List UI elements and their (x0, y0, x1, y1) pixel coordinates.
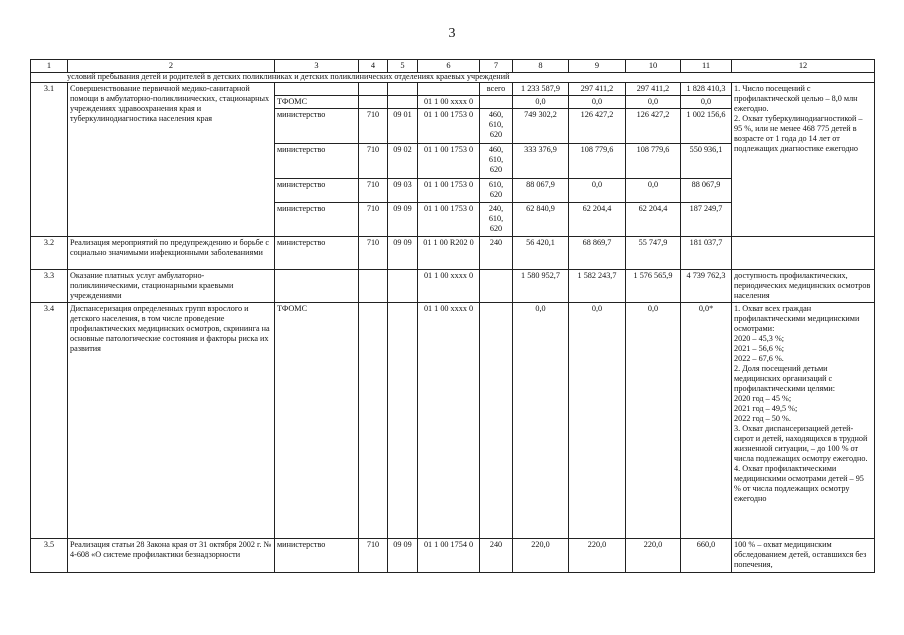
grbs-cell: 710 (359, 237, 388, 270)
rzpr-cell: 09 02 (388, 144, 418, 179)
value-2022: 297 411,2 (626, 83, 681, 96)
value-2020: 1 233 587,9 (513, 83, 569, 96)
value-2022: 62 204,4 (626, 203, 681, 237)
row-number: 3.3 (31, 270, 68, 303)
header-cell: 12 (732, 60, 875, 73)
value-2021: 126 427,2 (569, 109, 626, 144)
value-2020: 749 302,2 (513, 109, 569, 144)
rzpr-cell (388, 96, 418, 109)
value-2021: 0,0 (569, 179, 626, 203)
table-row (31, 83, 875, 96)
executor-cell: министерство (275, 203, 359, 237)
measure-name: Реализация мероприятий по предупреждению и борьбе с социально значимыми инфекционными заболеваниями (68, 237, 275, 270)
value-2020: 333 376,9 (513, 144, 569, 179)
csr-cell: 01 1 00 R202 0 (418, 237, 480, 270)
measure-name: Оказание платных услуг амбулаторно-поликлиническими, стационарными краевыми учреждениями (68, 270, 275, 303)
csr-cell: 01 1 00 1753 0 (418, 179, 480, 203)
measure-name: Диспансеризация определенных групп взрослого и детского населения, в том числе проведение профилактических медицинских осмотров, скрининга на основные патологические состояния и факторы риска их развития (68, 303, 275, 539)
value-2022: 55 747,9 (626, 237, 681, 270)
indicator-cell: 1. Охват всех граждан профилактическими медицинскими осмотрами: 2020 – 45,3 %; 2021 – 56,6 %; 2022 – 67,6 %. 2. Доля посещений детьми медицинских организаций с профилактическими целями: 2020 год – 45 %; 2021 год – 49,5 %; 2022 год – 50 %. 3. Охват диспансеризацией детей-сирот и детей, находящихся в трудной жизненной ситуации, – до 100 % от числа подлежащих осмотру ежегодно. 4. Охват профилактическими медицинскими осмотрами детей – 95 % от числа подлежащих осмотру ежегодно (732, 303, 875, 539)
value-2022: 126 427,2 (626, 109, 681, 144)
executor-cell: ТФОМС (275, 303, 359, 539)
value-2021: 62 204,4 (569, 203, 626, 237)
value-total: 0,0* (681, 303, 732, 539)
header-cell: 4 (359, 60, 388, 73)
value-total: 0,0 (681, 96, 732, 109)
section-title: условий пребывания детей и родителей в детских поликлиниках и детских поликлинических отделениях краевых учреждений (31, 73, 875, 83)
csr-cell: 01 1 00 xxxx 0 (418, 303, 480, 539)
section-row (31, 73, 875, 83)
measure-name: Совершенствование первичной медико-санитарной помощи в амбулаторно-поликлинических, стационарных учреждениях здравоохранения края и туберкулинодиагностика населения края (68, 83, 275, 237)
value-2022: 1 576 565,9 (626, 270, 681, 303)
grbs-cell: 710 (359, 539, 388, 573)
header-cell: 11 (681, 60, 732, 73)
executor-cell: министерство (275, 144, 359, 179)
vr-cell: всего (480, 83, 513, 96)
value-2022: 0,0 (626, 303, 681, 539)
csr-cell: 01 1 00 xxxx 0 (418, 270, 480, 303)
value-2020: 56 420,1 (513, 237, 569, 270)
vr-cell: 240 (480, 237, 513, 270)
header-cell: 7 (480, 60, 513, 73)
table-row (31, 237, 875, 270)
row-number: 3.4 (31, 303, 68, 539)
value-2021: 0,0 (569, 303, 626, 539)
grbs-cell (359, 83, 388, 96)
executor-cell: министерство (275, 179, 359, 203)
csr-cell (418, 83, 480, 96)
value-2020: 0,0 (513, 96, 569, 109)
row-number: 3.5 (31, 539, 68, 573)
header-cell: 5 (388, 60, 418, 73)
value-total: 660,0 (681, 539, 732, 573)
grbs-cell (359, 303, 388, 539)
rzpr-cell: 09 03 (388, 179, 418, 203)
value-total: 1 002 156,6 (681, 109, 732, 144)
table-row (31, 303, 875, 539)
value-2022: 220,0 (626, 539, 681, 573)
page-number: 3 (448, 26, 456, 41)
grbs-cell: 710 (359, 109, 388, 144)
grbs-cell: 710 (359, 203, 388, 237)
indicator-cell (732, 237, 875, 270)
csr-cell: 01 1 00 1753 0 (418, 203, 480, 237)
header-cell: 1 (31, 60, 68, 73)
value-2021: 108 779,6 (569, 144, 626, 179)
csr-cell: 01 1 00 xxxx 0 (418, 96, 480, 109)
indicator-cell: 100 % – охват медицинским обследованием детей, оставшихся без попечения, (732, 539, 875, 573)
header-cell: 2 (68, 60, 275, 73)
indicator-cell: 1. Число посещений с профилактической целью – 8,0 млн ежегодно. 2. Охват туберкулинодиагностикой – 95 %, или не менее 468 775 детей в возрасте от 1 года до 14 лет от подлежащих диагностике ежегодно (732, 83, 875, 237)
row-number: 3.1 (31, 83, 68, 237)
table-row (31, 539, 875, 573)
value-2021: 68 869,7 (569, 237, 626, 270)
executor-cell: ТФОМС (275, 96, 359, 109)
header-cell: 8 (513, 60, 569, 73)
rzpr-cell: 09 09 (388, 237, 418, 270)
vr-cell: 240 (480, 539, 513, 573)
csr-cell: 01 1 00 1753 0 (418, 109, 480, 144)
csr-cell: 01 1 00 1754 0 (418, 539, 480, 573)
vr-cell (480, 303, 513, 539)
value-total: 1 828 410,3 (681, 83, 732, 96)
rzpr-cell: 09 09 (388, 203, 418, 237)
rzpr-cell: 09 01 (388, 109, 418, 144)
vr-cell: 240, 610, 620 (480, 203, 513, 237)
value-2020: 88 067,9 (513, 179, 569, 203)
executor-cell: министерство (275, 109, 359, 144)
grbs-cell (359, 96, 388, 109)
executor-cell: министерство (275, 539, 359, 573)
row-number: 3.2 (31, 237, 68, 270)
value-total: 4 739 762,3 (681, 270, 732, 303)
value-2020: 62 840,9 (513, 203, 569, 237)
executor-cell (275, 270, 359, 303)
value-total: 187 249,7 (681, 203, 732, 237)
vr-cell: 460, 610, 620 (480, 109, 513, 144)
value-total: 88 067,9 (681, 179, 732, 203)
vr-cell: 460, 610, 620 (480, 144, 513, 179)
value-total: 181 037,7 (681, 237, 732, 270)
value-2020: 1 580 952,7 (513, 270, 569, 303)
table-row (31, 270, 875, 303)
value-2020: 220,0 (513, 539, 569, 573)
value-total: 550 936,1 (681, 144, 732, 179)
value-2021: 0,0 (569, 96, 626, 109)
value-2022: 0,0 (626, 179, 681, 203)
value-2021: 297 411,2 (569, 83, 626, 96)
value-2022: 0,0 (626, 96, 681, 109)
header-row (31, 60, 875, 73)
header-cell: 6 (418, 60, 480, 73)
grbs-cell: 710 (359, 144, 388, 179)
vr-cell: 610, 620 (480, 179, 513, 203)
vr-cell (480, 270, 513, 303)
program-table (30, 59, 875, 573)
executor-cell (275, 83, 359, 96)
rzpr-cell: 09 09 (388, 539, 418, 573)
measure-name: Реализация статьи 28 Закона края от 31 октября 2002 г. № 4-608 «О системе профилактики безнадзорности (68, 539, 275, 573)
executor-cell: министерство (275, 237, 359, 270)
rzpr-cell (388, 303, 418, 539)
rzpr-cell (388, 83, 418, 96)
value-2020: 0,0 (513, 303, 569, 539)
vr-cell (480, 96, 513, 109)
grbs-cell: 710 (359, 179, 388, 203)
value-2021: 220,0 (569, 539, 626, 573)
header-cell: 9 (569, 60, 626, 73)
grbs-cell (359, 270, 388, 303)
csr-cell: 01 1 00 1753 0 (418, 144, 480, 179)
value-2021: 1 582 243,7 (569, 270, 626, 303)
header-cell: 3 (275, 60, 359, 73)
header-cell: 10 (626, 60, 681, 73)
indicator-cell: доступность профилактических, периодических медицинских осмотров населения (732, 270, 875, 303)
rzpr-cell (388, 270, 418, 303)
value-2022: 108 779,6 (626, 144, 681, 179)
